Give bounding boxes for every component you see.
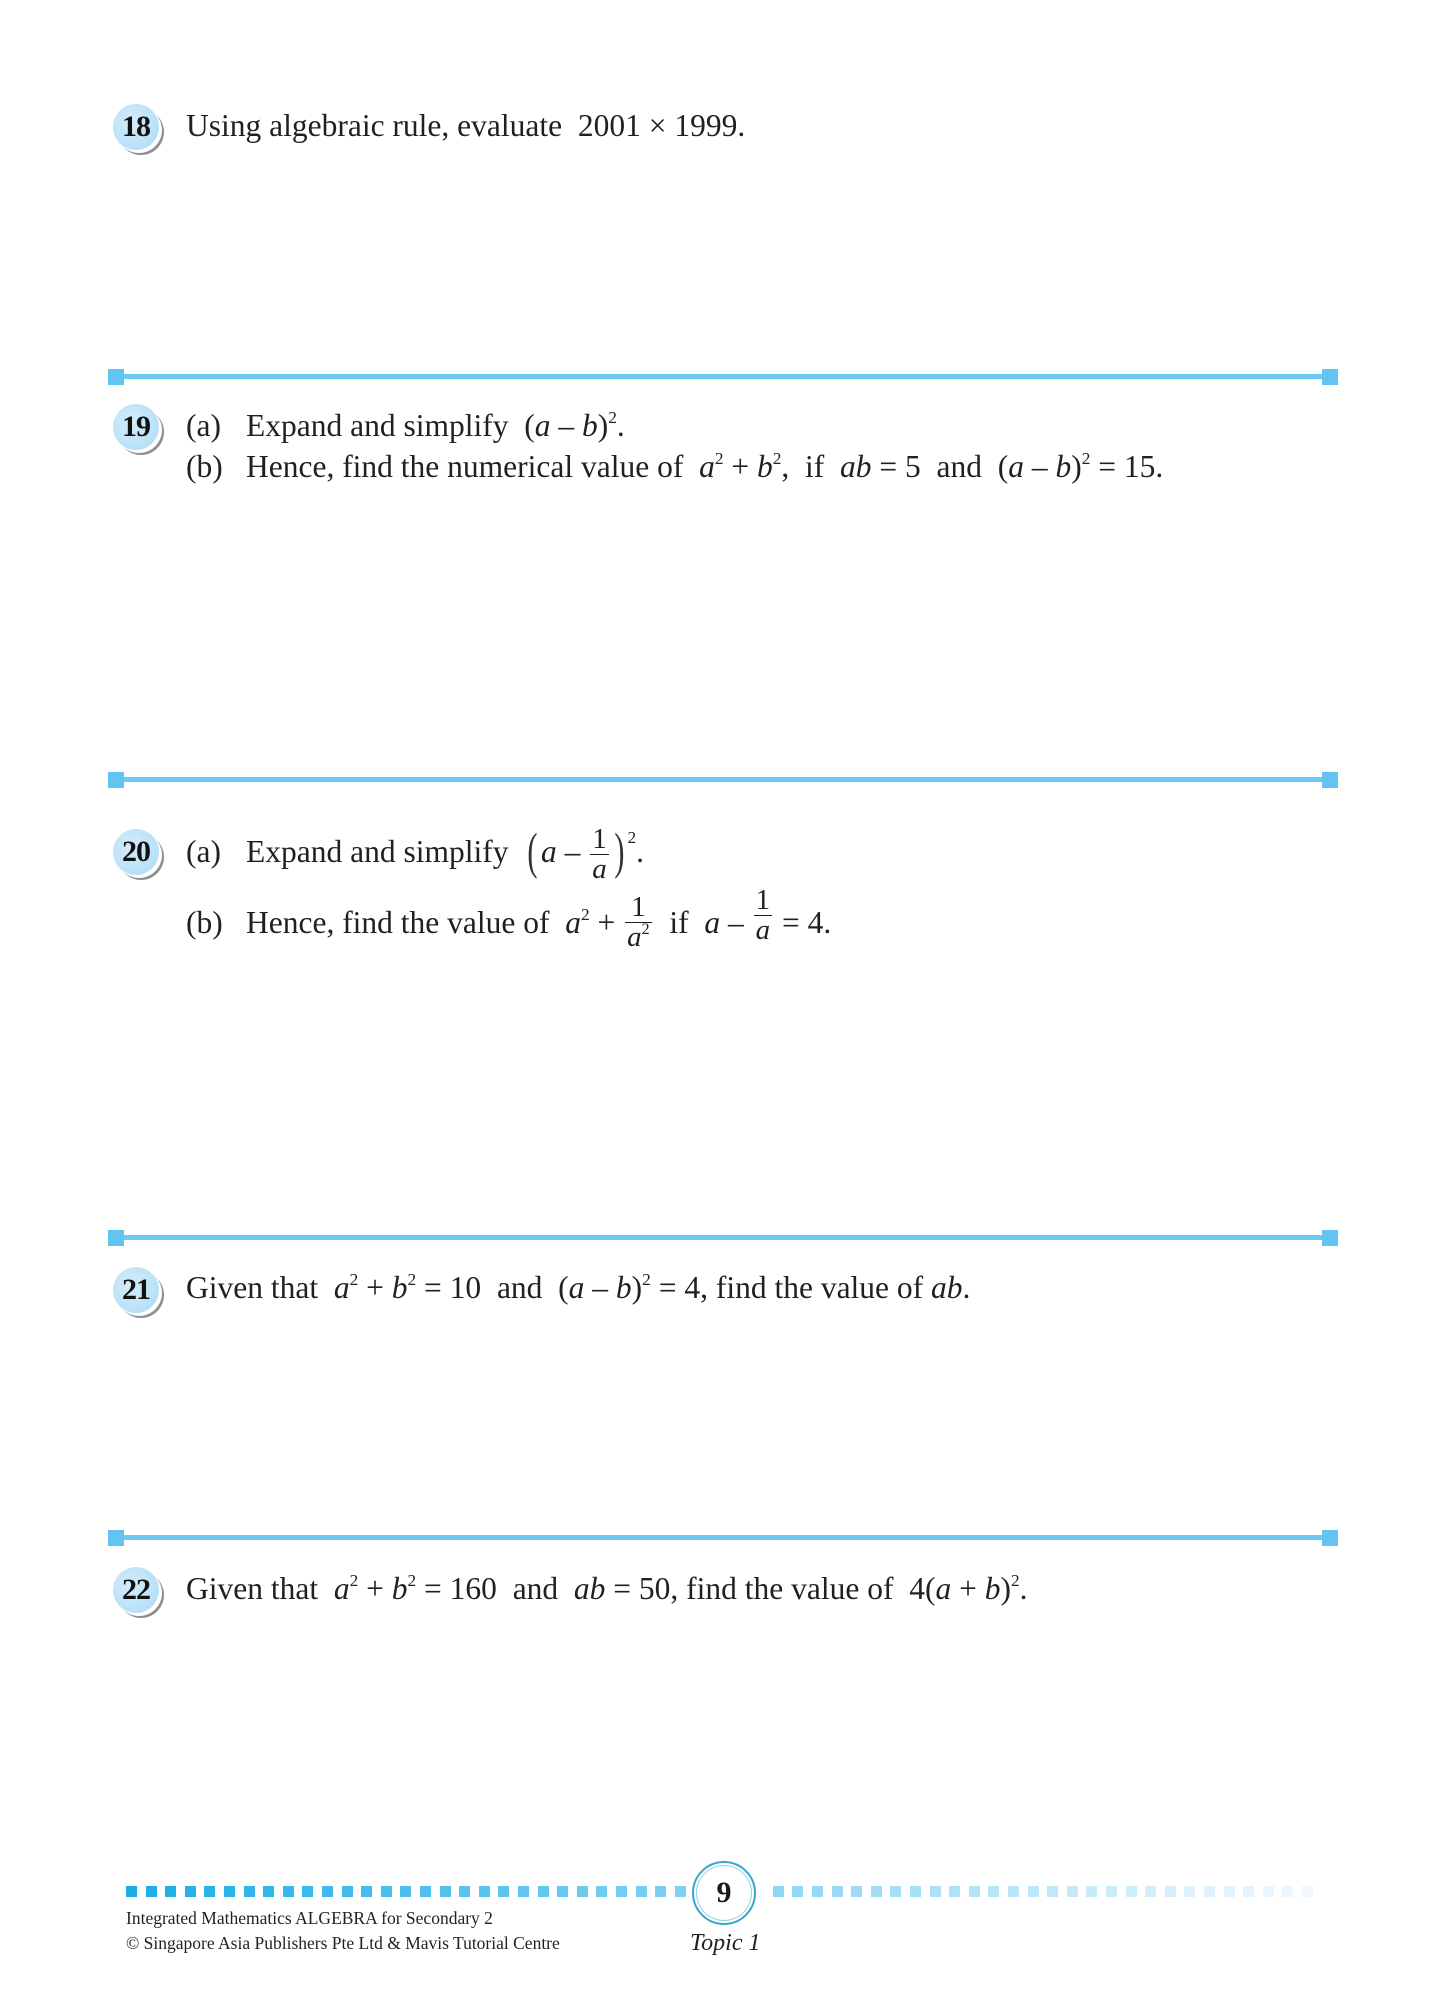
fraction-one-over-a-squared [625, 893, 651, 952]
var-a: a [627, 921, 642, 954]
var-b: b [756, 449, 773, 484]
period: . [616, 408, 625, 443]
math-expression: 2001 × 1999. [577, 108, 746, 143]
page-number: 9 [716, 1876, 732, 1909]
big-paren-close: ) [614, 823, 625, 880]
var-a: a [541, 834, 557, 869]
exponent: 2 [1081, 449, 1091, 469]
footer-dot [871, 1886, 882, 1897]
badge-number: 20 [113, 829, 159, 875]
footer-dot [1165, 1886, 1176, 1897]
divider-end-square [1322, 369, 1338, 385]
var-a: a [935, 1571, 952, 1606]
divider-end-square [1322, 1530, 1338, 1546]
footer-topic-label: Topic 1 [690, 1930, 761, 1956]
footer-dot [400, 1886, 411, 1897]
divider-end-square [108, 772, 124, 788]
divider-line [116, 777, 1330, 782]
footer-dot [596, 1886, 607, 1897]
plus: + [358, 1571, 392, 1606]
var-ab: ab [931, 1270, 963, 1305]
equals-value: = 15. [1090, 449, 1164, 484]
divider-end-square [108, 369, 124, 385]
equals-value: = 4, find the value of [650, 1270, 924, 1305]
part-text: Expand and simplify [246, 834, 509, 869]
plus: + [589, 905, 624, 941]
footer-dot [185, 1886, 196, 1897]
badge-number: 21 [113, 1267, 159, 1313]
question-20b [186, 886, 831, 956]
footer-dot [518, 1886, 529, 1897]
minus: – [584, 1270, 616, 1305]
var-a: a [1008, 449, 1025, 484]
footer-dot [1282, 1886, 1293, 1897]
footer-dot [1067, 1886, 1078, 1897]
equals-value: = 160 [416, 1571, 497, 1606]
exponent: 2 [772, 449, 782, 469]
footer-dot [322, 1886, 333, 1897]
footer-dot [1302, 1886, 1313, 1897]
divider-end-square [108, 1230, 124, 1246]
question-lead-text: Given that [186, 1270, 319, 1305]
equals-value: = 10 [416, 1270, 482, 1305]
footer-dot [832, 1886, 843, 1897]
footer-dot [498, 1886, 509, 1897]
footer-dot [1086, 1886, 1097, 1897]
paren: ( [997, 449, 1009, 484]
word-and: and [512, 1571, 559, 1606]
exponent: 2 [407, 1270, 417, 1290]
part-label: (b) [186, 449, 223, 484]
minus: – [720, 905, 752, 941]
word-if: if [805, 449, 825, 484]
numerator: 1 [631, 891, 646, 924]
paren: ( [524, 408, 535, 443]
exponent: 2 [407, 1571, 417, 1591]
footer-dot [616, 1886, 627, 1897]
denominator: a [755, 913, 771, 946]
footer-dot [557, 1886, 568, 1897]
footer-dot [949, 1886, 960, 1897]
footer-dot [146, 1886, 157, 1897]
footer-dot [792, 1886, 803, 1897]
question-20a [186, 822, 645, 886]
footer-dot [851, 1886, 862, 1897]
section-divider [108, 772, 1338, 788]
footer-dot [675, 1886, 686, 1897]
numerator: 1 [592, 823, 607, 856]
footer-dot [283, 1886, 294, 1897]
question-21-text [186, 1272, 970, 1304]
footer-dot [302, 1886, 313, 1897]
footer-dot [440, 1886, 451, 1897]
var-b: b [1055, 449, 1072, 484]
plus: + [358, 1270, 392, 1305]
fraction-one-over-a [590, 825, 608, 884]
footer-dot [1184, 1886, 1195, 1897]
footer-dot [361, 1886, 372, 1897]
word-and: and [496, 1270, 543, 1305]
footer-dot [1243, 1886, 1254, 1897]
part-label: (b) [186, 905, 223, 941]
footer-dot [459, 1886, 470, 1897]
equals-value: = 50, find the value of [605, 1571, 894, 1606]
var-a: a [568, 1270, 585, 1305]
plus: + [951, 1571, 985, 1606]
var-ab: ab [840, 449, 872, 484]
footer-dot [244, 1886, 255, 1897]
footer-dot [538, 1886, 549, 1897]
badge-number: 19 [113, 404, 159, 450]
word-and: and [936, 449, 983, 484]
part-text: Expand and simplify [246, 408, 509, 443]
footer-dot [1008, 1886, 1019, 1897]
exponent: 2 [642, 1270, 651, 1290]
footer-book-title: Integrated Mathematics ALGEBRA for Secondary 2 [126, 1908, 493, 1928]
divider-line [116, 1535, 1330, 1540]
part-text: Hence, find the numerical value of [246, 449, 684, 484]
question-18-text [186, 110, 745, 142]
paren: ) [1000, 1571, 1012, 1606]
question-number-badge [113, 404, 159, 450]
coefficient-and-paren: 4( [909, 1571, 936, 1606]
var-a: a [704, 905, 721, 941]
var-b: b [984, 1571, 1001, 1606]
exponent: 2 [608, 408, 617, 428]
comma: , [781, 449, 790, 484]
var-a: a [333, 1571, 350, 1606]
divider-end-square [108, 1530, 124, 1546]
paren: ( [558, 1270, 569, 1305]
var-a: a [333, 1270, 350, 1305]
footer-dot [204, 1886, 215, 1897]
exponent: 2 [349, 1571, 359, 1591]
minus: – [556, 834, 589, 869]
equals-value: = 5 [871, 449, 921, 484]
var-b: b [391, 1571, 408, 1606]
period: . [1019, 1571, 1028, 1606]
part-label: (a) [186, 834, 221, 869]
footer-dot [479, 1886, 490, 1897]
footer-dot [773, 1886, 784, 1897]
equals-value: = 4. [774, 905, 832, 941]
var-a: a [534, 408, 551, 443]
footer-dot [1145, 1886, 1156, 1897]
section-divider [108, 1230, 1338, 1246]
paren: ) [631, 1270, 643, 1305]
divider-end-square [1322, 1230, 1338, 1246]
footer-dot [342, 1886, 353, 1897]
period: . [636, 834, 645, 869]
exponent: 2 [714, 449, 724, 469]
var-a: a [699, 449, 715, 484]
section-divider [108, 369, 1338, 385]
footer-dot [1126, 1886, 1137, 1897]
footer-dot [381, 1886, 392, 1897]
question-number-badge [113, 104, 159, 150]
footer-dot [1263, 1886, 1274, 1897]
footer-dot [420, 1886, 431, 1897]
divider-end-square [1322, 772, 1338, 788]
footer-dot [165, 1886, 176, 1897]
footer-dot [636, 1886, 647, 1897]
paren: ) [1071, 449, 1082, 484]
footer-copyright: © Singapore Asia Publishers Pte Ltd & Mavis Tutorial Centre [126, 1933, 560, 1953]
footer-dot [1106, 1886, 1117, 1897]
minus: – [550, 408, 582, 443]
word-if: if [669, 905, 689, 941]
minus: – [1024, 449, 1056, 484]
divider-line [116, 1235, 1330, 1240]
footer-dot [910, 1886, 921, 1897]
var-b: b [581, 408, 598, 443]
part-text: Hence, find the value of [246, 905, 550, 941]
var-b: b [391, 1270, 408, 1305]
badge-number: 22 [113, 1567, 159, 1613]
plus: + [723, 449, 757, 484]
exponent: 2 [627, 827, 637, 847]
badge-number: 18 [113, 104, 159, 150]
footer-dot [890, 1886, 901, 1897]
question-22-text [186, 1573, 1028, 1605]
exponent: 2 [641, 921, 650, 939]
footer-dot [988, 1886, 999, 1897]
question-lead-text: Given that [186, 1571, 319, 1606]
exponent: 2 [349, 1270, 359, 1290]
period: . [962, 1270, 971, 1305]
exponent: 2 [1011, 1571, 1020, 1591]
footer-dot [812, 1886, 823, 1897]
footer-dot [1028, 1886, 1039, 1897]
footer-dot [930, 1886, 941, 1897]
question-19b [186, 451, 1163, 483]
denominator: a [592, 853, 607, 886]
big-paren-open: ( [527, 823, 538, 880]
paren: ) [597, 408, 609, 443]
section-divider [108, 1530, 1338, 1546]
divider-line [116, 374, 1330, 379]
footer-dot [577, 1886, 588, 1897]
question-number-badge [113, 829, 159, 875]
numerator: 1 [755, 884, 771, 916]
denominator [625, 922, 651, 952]
fraction-one-over-a [754, 886, 772, 945]
footer-dot [263, 1886, 274, 1897]
footer-dot [969, 1886, 980, 1897]
question-lead-text: Using algebraic rule, evaluate [186, 108, 563, 143]
var-ab: ab [573, 1571, 606, 1606]
var-b: b [615, 1270, 632, 1305]
footer-dot [126, 1886, 137, 1897]
exponent: 2 [581, 905, 590, 925]
question-number-badge [113, 1567, 159, 1613]
question-19a [186, 410, 625, 442]
footer-dot [1204, 1886, 1215, 1897]
footer-dot [224, 1886, 235, 1897]
footer-dot [655, 1886, 666, 1897]
part-label: (a) [186, 408, 221, 443]
footer-dot [1047, 1886, 1058, 1897]
footer-dot [1224, 1886, 1235, 1897]
var-a: a [565, 905, 581, 941]
page-number-circle [692, 1861, 756, 1925]
question-number-badge [113, 1267, 159, 1313]
